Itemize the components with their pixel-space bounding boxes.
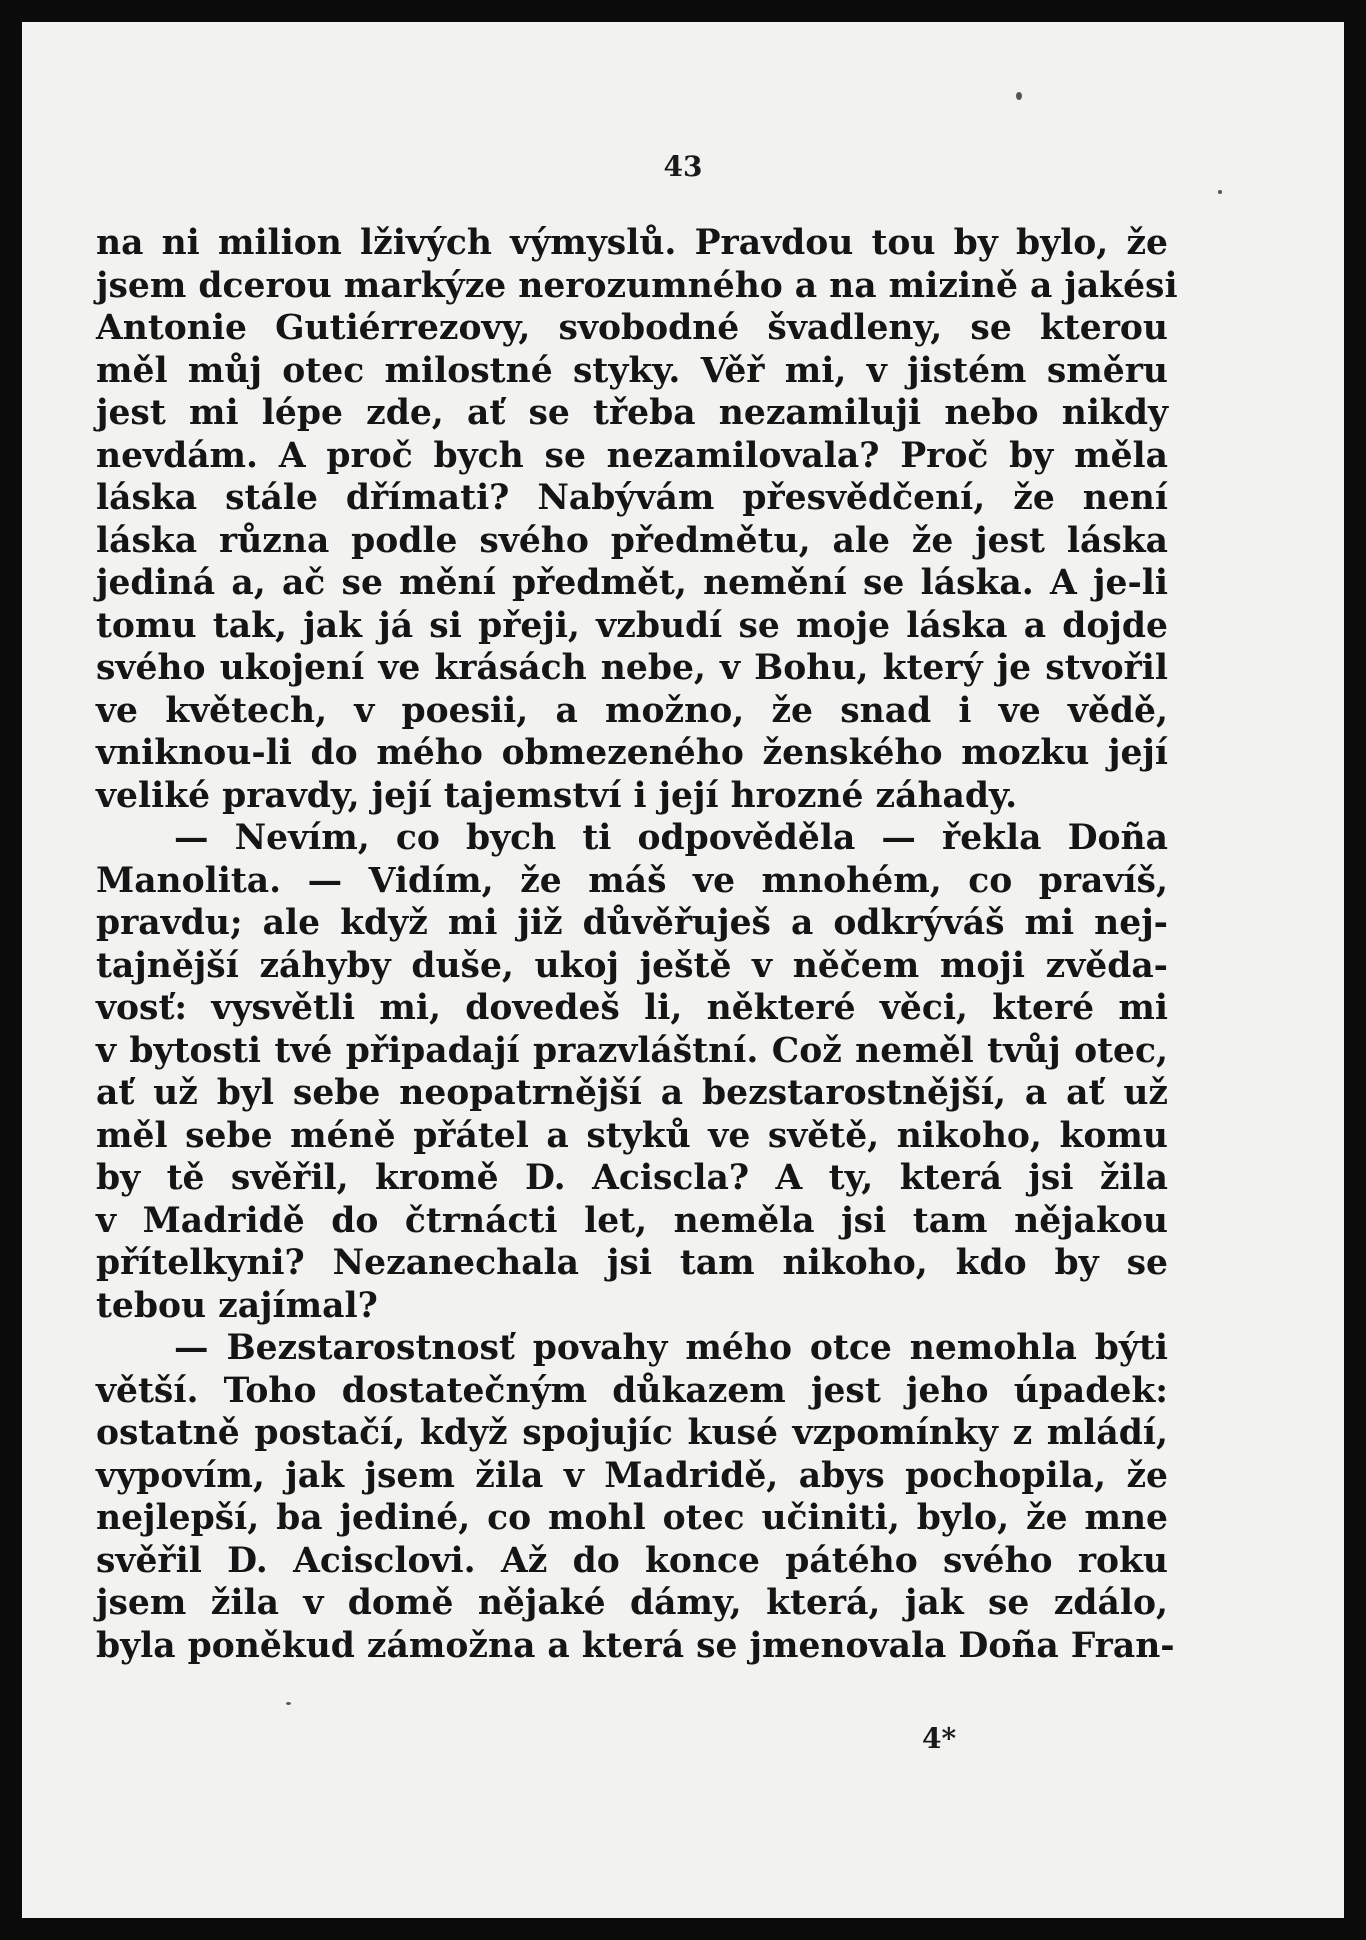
text-line: Antonie Gutiérrezovy, svobodné švadleny, se kterou — [96, 308, 1168, 348]
text-line: — Bezstarostnosť povahy mého otce nemohla býti — [174, 1328, 1168, 1368]
text-line: přítelkyni? Nezanechala jsi tam nikoho, kdo by se — [96, 1243, 1168, 1283]
text-line: láska stále dřímati? Nabývám přesvědčení, že není — [96, 478, 1168, 518]
text-line: měl sebe méně přátel a styků ve světě, nikoho, komu — [96, 1115, 1168, 1156]
text-line: ostatně postačí, když spojujíc kusé vzpomínky z mládí, — [96, 1413, 1168, 1453]
text-line: vosť: vysvětli mi, dovedeš li, některé věci, které mi — [96, 988, 1168, 1028]
text-line: láska různa podle svého předmětu, ale že jest láska — [96, 520, 1168, 561]
text-line: jsem dcerou markýze nerozumného a na mizině a jakési — [96, 265, 1178, 306]
paper-speck — [1016, 92, 1022, 100]
text-line: svého ukojení ve krásách nebe, v Bohu, který je stvořil — [96, 648, 1168, 688]
text-line: tajnější záhyby duše, ukoj ještě v něčem moji zvěda- — [96, 945, 1168, 986]
paper-speck — [1218, 190, 1222, 194]
text-line: ať už byl sebe neopatrnější a bezstarostnější, a ať už — [96, 1073, 1168, 1113]
text-line: jest mi lépe zde, ať se třeba nezamiluji nebo nikdy — [96, 393, 1168, 433]
text-line: nejlepší, ba jediné, co mohl otec učiniti, bylo, že mne — [96, 1498, 1168, 1538]
text-line: vypovím, jak jsem žila v Madridě, abys pochopila, že — [96, 1455, 1168, 1496]
book-page — [22, 22, 1344, 1918]
text-line: nevdám. A proč bych se nezamilovala? Proč by měla — [96, 435, 1168, 476]
text-line: — Nevím, co bych ti odpověděla — řekla Doña — [174, 818, 1168, 858]
page-number: 43 — [663, 150, 703, 183]
text-line: měl můj otec milostné styky. Věř mi, v jistém směru — [96, 350, 1168, 391]
text-line: tebou zajímal? — [96, 1285, 378, 1326]
text-line: svěřil D. Acisclovi. Až do konce pátého svého roku — [96, 1540, 1168, 1581]
text-line: Manolita. — Vidím, že máš ve mnohém, co pravíš, — [96, 860, 1168, 901]
text-line: v Madridě do čtrnácti let, neměla jsi tam nějakou — [96, 1200, 1168, 1241]
text-line: jediná a, ač se mění předmět, nemění se láska. A je-li — [96, 563, 1168, 603]
text-line: ve květech, v poesii, a možno, že snad i ve vědě, — [96, 690, 1168, 731]
text-line: větší. Toho dostatečným důkazem jest jeho úpadek: — [96, 1370, 1168, 1411]
text-line: veliké pravdy, její tajemství i její hrozné záhady. — [96, 775, 1018, 816]
signature-mark: 4* — [922, 1722, 957, 1755]
text-line: by tě svěřil, kromě D. Aciscla? A ty, která jsi žila — [96, 1158, 1168, 1198]
text-line: v bytosti tvé připadají prazvláštní. Což neměl tvůj otec, — [96, 1030, 1168, 1071]
text-line: pravdu; ale když mi již důvěřuješ a odkrýváš mi nej- — [96, 903, 1168, 943]
text-line: byla poněkud zámožna a která se jmenovala Doña Fran- — [96, 1625, 1175, 1666]
paper-speck — [286, 1702, 291, 1705]
text-line: jsem žila v domě nějaké dámy, která, jak se zdálo, — [96, 1583, 1168, 1623]
text-line: na ni milion lživých výmyslů. Pravdou tou by bylo, že — [96, 223, 1168, 263]
text-line: vniknou-li do mého obmezeného ženského mozku její — [96, 733, 1168, 773]
text-line: tomu tak, jak já si přeji, vzbudí se moje láska a dojde — [96, 605, 1168, 646]
body-text — [96, 222, 1178, 1667]
